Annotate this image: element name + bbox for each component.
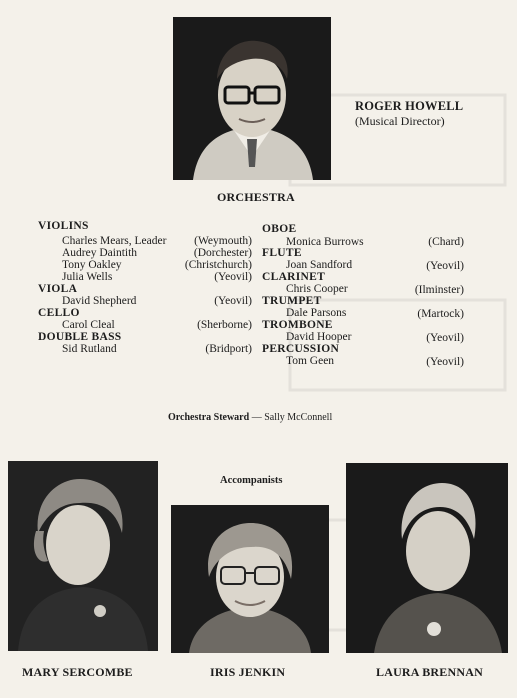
member-name: Audrey Daintith — [62, 247, 138, 259]
director-name: ROGER HOWELL — [355, 99, 464, 113]
member-place: (Yeovil) — [426, 332, 464, 344]
section-title-double-bass: DOUBLE BASS — [38, 331, 122, 343]
member-place: (Yeovil) — [214, 271, 252, 283]
member-name: Charles Mears, Leader — [62, 235, 167, 247]
member-place: (Martock) — [417, 308, 464, 320]
director-photo — [173, 17, 331, 180]
orchestra-steward-line — [168, 412, 332, 423]
member-place: (Chard) — [428, 236, 464, 248]
accompanist-photo-mary-sercombe — [8, 461, 158, 651]
section-title-oboe: OBOE — [262, 223, 297, 235]
member-name: Sid Rutland — [62, 343, 117, 355]
member-place: (Ilminster) — [414, 284, 464, 296]
member-name: Carol Cleal — [62, 319, 115, 331]
member-place: (Sherborne) — [197, 319, 252, 331]
director-role: (Musical Director) — [355, 114, 445, 128]
steward-name: Sally McConnell — [264, 412, 333, 423]
member-name: David Shepherd — [62, 295, 137, 307]
accompanist-photo-iris-jenkin — [171, 505, 329, 653]
member-place: (Yeovil) — [426, 260, 464, 272]
member-place: (Yeovil) — [214, 295, 252, 307]
section-title-violins: VIOLINS — [38, 220, 89, 232]
steward-dash: — — [251, 412, 262, 423]
orchestra-heading: ORCHESTRA — [217, 190, 295, 204]
section-title-clarinet: CLARINET — [262, 271, 326, 283]
member-name: Chris Cooper — [286, 283, 348, 295]
member-name: Monica Burrows — [286, 236, 364, 248]
section-title-trumpet: TRUMPET — [262, 295, 322, 307]
section-title-percussion: PERCUSSION — [262, 343, 340, 355]
steward-label: Orchestra Steward — [168, 412, 250, 423]
section-title-cello: CELLO — [38, 307, 80, 319]
member-name: Dale Parsons — [286, 307, 347, 319]
member-place: (Yeovil) — [426, 356, 464, 368]
section-title-flute: FLUTE — [262, 247, 302, 259]
member-name: Tony Oakley — [62, 259, 122, 271]
accompanist-name-laura-brennan: LAURA BRENNAN — [376, 665, 483, 679]
section-title-trombone: TROMBONE — [262, 319, 333, 331]
member-place: (Bridport) — [205, 343, 252, 355]
section-title-viola: VIOLA — [38, 283, 78, 295]
accompanist-name-iris-jenkin: IRIS JENKIN — [210, 665, 286, 679]
accompanist-photo-laura-brennan — [346, 463, 508, 653]
member-place: (Christchurch) — [184, 259, 252, 271]
member-name: Julia Wells — [62, 271, 113, 283]
member-name: Tom Geen — [286, 355, 335, 367]
member-place: (Dorchester) — [193, 247, 252, 259]
accompanists-heading: Accompanists — [220, 475, 283, 486]
member-place: (Weymouth) — [194, 235, 252, 247]
accompanist-name-mary-sercombe: MARY SERCOMBE — [22, 665, 133, 679]
member-name: David Hooper — [286, 331, 352, 343]
member-name: Joan Sandford — [286, 259, 353, 271]
